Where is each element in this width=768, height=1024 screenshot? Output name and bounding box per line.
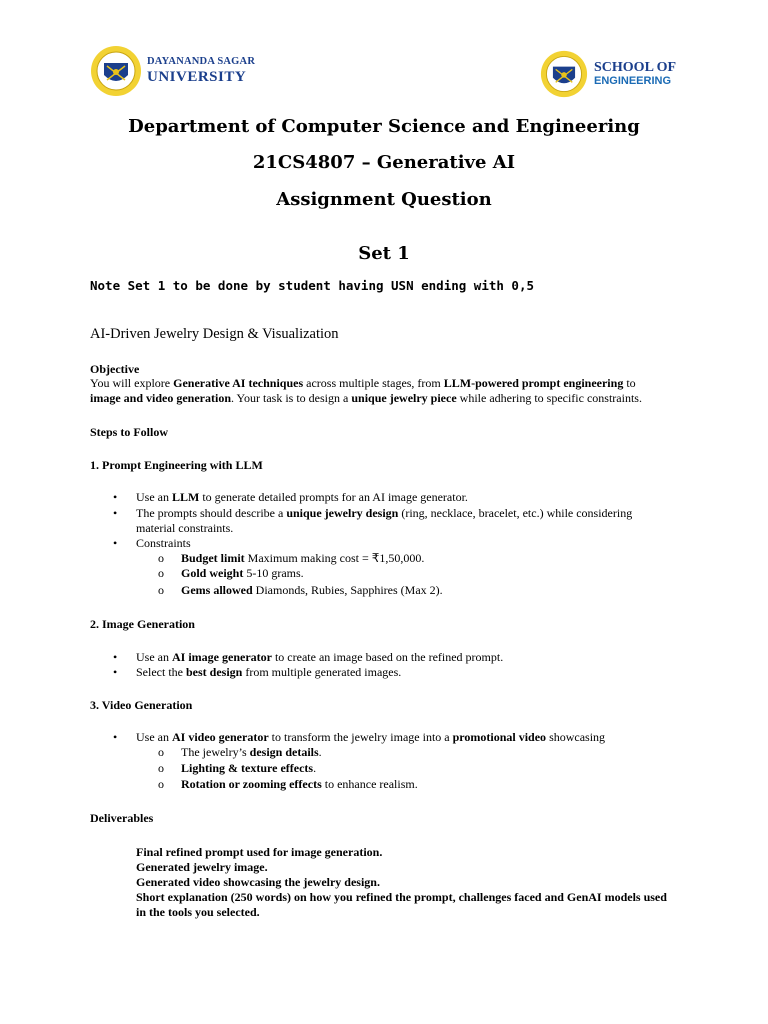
topic-heading: AI-Driven Jewelry Design & Visualization <box>90 326 339 342</box>
course-title: 21CS4807 – Generative AI <box>252 152 516 173</box>
department-title: Department of Computer Science and Engineering <box>128 116 640 137</box>
soe-logo <box>540 50 676 98</box>
university-emblem-icon <box>90 45 142 97</box>
step2-heading: 2. Image Generation <box>90 617 195 631</box>
deliverable-item: Final refined prompt used for image generation. <box>136 845 383 859</box>
deliverable-item: Generated jewelry image. <box>136 860 268 874</box>
sub-bullet-icon: o <box>158 745 164 759</box>
bullet-icon: • <box>113 490 118 504</box>
sub-bullet-icon: o <box>158 777 164 791</box>
bullet-icon: • <box>113 650 118 664</box>
sub-list-item: Budget limit Maximum making cost = ₹1,50,000. <box>181 551 425 565</box>
sub-list-item: Lighting & texture effects. <box>181 761 317 775</box>
objective-line-2: image and video generation. Your task is to design a unique jewelry piece while adhering to specific constraints. <box>90 391 642 405</box>
assignment-title: Assignment Question <box>276 189 492 210</box>
list-item: Use an AI image generator to create an image based on the refined prompt. <box>136 650 504 664</box>
dsu-logo <box>90 45 255 97</box>
school-emblem-icon <box>540 50 588 98</box>
deliverables-heading: Deliverables <box>90 811 154 825</box>
list-item: The prompts should describe a unique jewelry design (ring, necklace, bracelet, etc.) while considering material constraints. <box>136 506 633 535</box>
list-item: Use an LLM to generate detailed prompts for an AI image generator. <box>136 490 468 504</box>
set-note: Note Set 1 to be done by student having USN ending with 0,5 <box>90 278 535 293</box>
deliverable-item: Generated video showcasing the jewelry design. <box>136 875 380 889</box>
logo-text-top: SCHOOL OF <box>594 60 677 75</box>
step1-heading: 1. Prompt Engineering with LLM <box>90 458 263 472</box>
set-title: Set 1 <box>358 243 410 264</box>
logo-text-bottom: ENGINEERING <box>594 75 672 87</box>
sub-list-item: Gold weight 5-10 grams. <box>181 566 304 580</box>
logo-text-bottom: UNIVERSITY <box>147 68 247 85</box>
sub-bullet-icon: o <box>158 761 164 775</box>
bullet-icon: • <box>113 536 118 550</box>
list-item: Use an AI video generator to transform the jewelry image into a promotional video showcasing <box>136 730 606 744</box>
sub-list-item: The jewelry’s design details. <box>181 745 322 759</box>
objective-line-1: You will explore Generative AI techniques across multiple stages, from LLM-powered prompt engineering to <box>90 376 636 390</box>
step3-heading: 3. Video Generation <box>90 698 193 712</box>
list-item: Constraints <box>136 536 191 550</box>
list-item: Select the best design from multiple generated images. <box>136 665 402 679</box>
bullet-icon: • <box>113 665 118 679</box>
sub-bullet-icon: o <box>158 583 164 597</box>
steps-heading: Steps to Follow <box>90 425 168 439</box>
sub-list-item: Rotation or zooming effects to enhance realism. <box>181 777 418 791</box>
deliverable-item: Short explanation (250 words) on how you refined the prompt, challenges faced and GenAI models used in the tools you selected. <box>136 890 667 919</box>
objective-heading: Objective <box>90 362 140 376</box>
logo-text-top: DAYANANDA SAGAR <box>147 56 256 68</box>
sub-bullet-icon: o <box>158 551 164 565</box>
bullet-icon: • <box>113 730 118 744</box>
sub-bullet-icon: o <box>158 566 164 580</box>
bullet-icon: • <box>113 506 118 520</box>
sub-list-item: Gems allowed Diamonds, Rubies, Sapphires (Max 2). <box>181 583 443 597</box>
